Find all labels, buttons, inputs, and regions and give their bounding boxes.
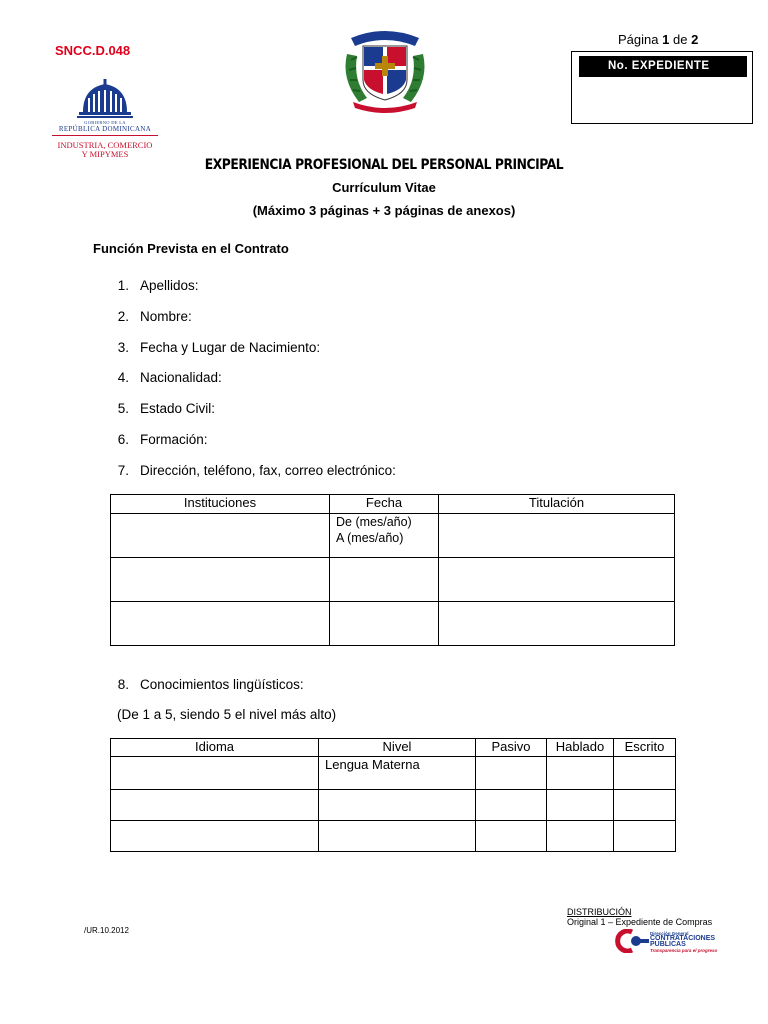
table-cell[interactable] (319, 790, 476, 821)
table-cell[interactable] (319, 821, 476, 852)
table-cell[interactable] (547, 757, 614, 790)
distribution-line: Original 1 – Expediente de Compras (567, 917, 713, 927)
header-pasivo: Pasivo (476, 739, 547, 757)
header-escrito: Escrito (614, 739, 676, 757)
table-row (111, 821, 676, 852)
table-row (111, 757, 676, 790)
header-idioma: Idioma (111, 739, 319, 757)
table-cell[interactable] (439, 558, 675, 602)
table-cell-nivel[interactable] (319, 757, 476, 790)
table-cell[interactable] (476, 790, 547, 821)
table-cell[interactable] (330, 558, 439, 602)
table-cell[interactable] (111, 821, 319, 852)
table-row (111, 602, 675, 646)
revision-code: /UR.10.2012 (84, 926, 129, 935)
table-cell[interactable] (476, 821, 547, 852)
table-cell[interactable] (614, 757, 676, 790)
page-current: 1 (662, 32, 670, 47)
table-header-row (111, 495, 675, 514)
table-cell[interactable] (476, 757, 547, 790)
table-cell[interactable] (439, 602, 675, 646)
page-indicator (618, 32, 698, 47)
contrataciones-publicas-logo: Dirección General CONTRATACIONES PÚBLICAS Transparencia para el progreso (610, 929, 720, 953)
header-hablado: Hablado (547, 739, 614, 757)
table-cell[interactable] (111, 757, 319, 790)
header-titulacion: Titulación (439, 495, 675, 514)
language-table (110, 738, 676, 852)
table-row (111, 558, 675, 602)
table-row (111, 790, 676, 821)
document-code: SNCC.D.048 (55, 43, 131, 58)
page-of: de (672, 32, 688, 47)
table-cell[interactable] (547, 821, 614, 852)
cp-emblem-icon (610, 929, 650, 953)
header-nivel: Nivel (319, 739, 476, 757)
table-cell[interactable] (439, 514, 675, 558)
document-title: EXPERIENCIA PROFESIONAL DEL PERSONAL PRINCIPAL (204, 157, 564, 173)
table-cell[interactable] (614, 790, 676, 821)
table-cell[interactable] (111, 790, 319, 821)
table-row (111, 514, 675, 558)
table-cell[interactable] (614, 821, 676, 852)
table-cell[interactable] (111, 602, 330, 646)
distribution-heading: DISTRIBUCIÓN (567, 907, 632, 917)
page-word: Página (618, 32, 659, 47)
table-cell-fecha[interactable] (330, 514, 439, 558)
government-ministry-logo: GOBIERNO DE LA REPÚBLICA DOMINICANA INDUSTRIA, COMERCIO Y MIPYMES (50, 78, 160, 168)
header-fecha: Fecha (330, 495, 439, 514)
table-cell[interactable] (111, 514, 330, 558)
palace-dome-icon (50, 78, 160, 120)
table-header-row (111, 739, 676, 757)
coat-of-arms-icon (337, 24, 433, 116)
fecha-from-label: De (mes/año) (336, 515, 412, 529)
logo-divider (52, 135, 158, 136)
table-cell[interactable] (111, 558, 330, 602)
page-limit-note: (Máximo 3 páginas + 3 páginas de anexos) (252, 203, 516, 218)
expediente-label: No. EXPEDIENTE (579, 56, 747, 77)
lengua-materna-label: Lengua Materna (325, 757, 420, 772)
language-scale-note: (De 1 a 5, siendo 5 el nivel más alto) (117, 707, 337, 722)
page-total: 2 (691, 32, 699, 47)
document-subtitle: Currículum Vitae (332, 180, 436, 195)
fecha-to-label: A (mes/año) (336, 531, 404, 545)
education-table (110, 494, 675, 646)
table-cell[interactable] (547, 790, 614, 821)
table-cell[interactable] (330, 602, 439, 646)
header-instituciones: Instituciones (111, 495, 330, 514)
function-heading: Función Prevista en el Contrato (93, 241, 289, 256)
